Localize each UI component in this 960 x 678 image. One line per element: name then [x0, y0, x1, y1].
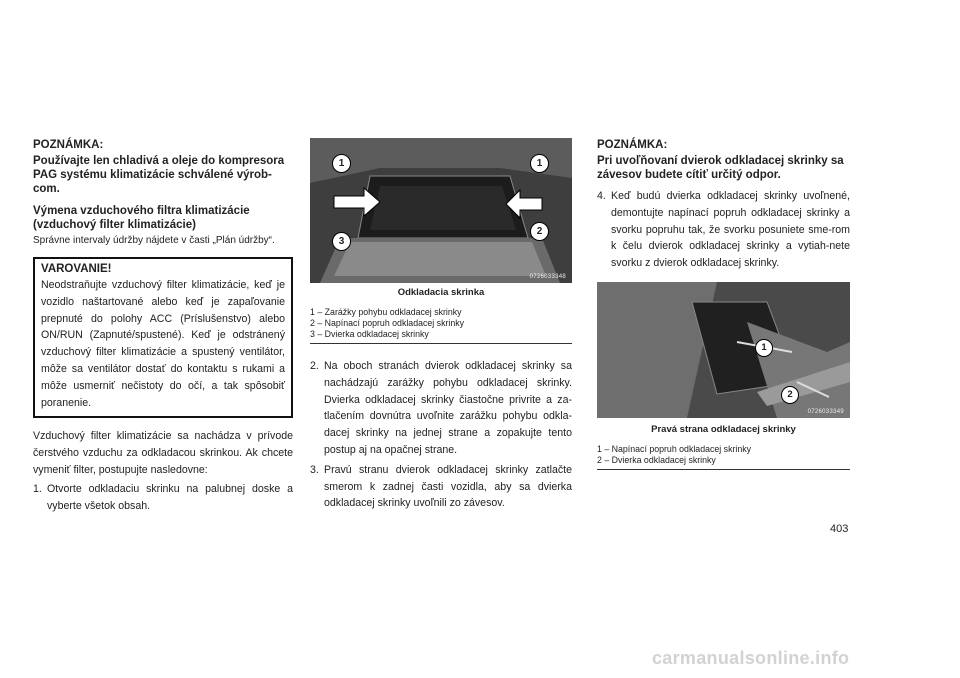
- figure-caption: Odkladacia skrinka: [397, 287, 485, 298]
- step-1-text: Otvorte odkladaciu skrinku na palubnej doske a vyberte všetok obsah.: [47, 482, 293, 512]
- column-middle: [310, 138, 572, 512]
- callout-2: 2: [530, 222, 549, 241]
- figure-legend: [310, 307, 572, 344]
- legend-item: 1 – Napínací popruh odkladacej skrinky: [597, 443, 752, 454]
- section-title: Výmena vzduchového filtra klimatizácie (vzduchový filter klimatizácie): [33, 205, 250, 231]
- callout-1: 1: [755, 339, 773, 357]
- step-2-text: Na oboch stranách dvierok odkladacej skrinky sa nachádzajú zarážky pohybu odkladacej skrinky. Dvierka odkladacej skrinky čiastočne privrite a za-tlačením dovnútra uvoľnite zarážku pohybu odkla-dacej skrinky na jednej strane a zopakujte tento postup aj na opačnej strane.: [324, 360, 572, 456]
- figure-right-side: [597, 282, 850, 418]
- note-body: Pri uvoľňovaní dvierok odkladacej skrinky sa závesov budete cítiť určitý odpor.: [597, 155, 844, 181]
- step-3-text: Pravú stranu dvierok odkladacej skrinky zatlačte smerom k zadnej časti vozidla, aby sa dvierka odkladacej skrinky uvoľnili zo závesov.: [324, 463, 572, 510]
- callout-1-right: 1: [530, 154, 549, 173]
- step-1-number: 1.: [33, 482, 42, 495]
- legend-item: 2 – Napínací popruh odkladacej skrinky: [310, 318, 465, 328]
- step-2-number: 2.: [310, 360, 319, 372]
- note-title: POZNÁMKA:: [33, 139, 104, 151]
- intro-paragraph: Vzduchový filter klimatizácie sa nachádza v prívode čerstvého vzduchu za odkladacou skrinkou. Ak chcete vymeniť filter, postupujte nasledovne:: [33, 430, 293, 476]
- callout-3: 3: [332, 232, 351, 251]
- step-3-number: 3.: [310, 463, 319, 476]
- legend-item: 1 – Zarážky pohybu odkladacej skrinky: [310, 307, 462, 317]
- legend-item: 3 – Dvierka odkladacej skrinky: [310, 329, 429, 339]
- warning-body: Neodstraňujte vzduchový filter klimatizácie, keď je vozidlo naštartované alebo keď je zapaľovanie prepnuté do polohy ACC (Príslušenstvo) alebo ON/RUN (Zapnuté/spustené). Keď je odstránený vzduchový filter klimatizácie a spustený ventilátor, môže sa ventilátor dostať do kontaktu s rukami a môže usmerniť nečistoty do očí, a tak spôsobiť poranenie.: [41, 279, 285, 409]
- page-number: 403: [830, 523, 849, 535]
- figure-code: 0726033348: [529, 274, 566, 280]
- step-2: [310, 358, 572, 459]
- service-interval-text: Správne intervaly údržby nájdete v časti „Plán údržby“.: [33, 235, 275, 246]
- footer-watermark[interactable]: carmanualsonline.info: [652, 648, 850, 668]
- warning-title: VAROVANIE!: [41, 263, 112, 275]
- figure-glove-box: [310, 138, 572, 283]
- column-left: [33, 138, 293, 514]
- figure-legend: [597, 444, 850, 470]
- legend-item: 2 – Dvierka odkladacej skrinky: [597, 454, 716, 465]
- column-right: [597, 138, 850, 470]
- note-title: POZNÁMKA:: [597, 139, 668, 151]
- step-4: [597, 188, 850, 272]
- figure-code: 0726033349: [807, 408, 844, 415]
- step-3: [310, 462, 572, 512]
- step-4-text: Keď budú dvierka odkladacej skrinky uvoľnené, demontujte napínací popruh odkladacej skrinky a svorku popruhu tak, že svorku posuniete sme-rom k čelu dvierok odkladacej skrinky a vytiah-nete svorku z dvierok odkladacej skrinky.: [611, 190, 850, 270]
- callout-2: 2: [781, 386, 799, 404]
- callout-1-left: 1: [332, 154, 351, 173]
- warning-box: [33, 257, 293, 418]
- step-4-number: 4.: [597, 190, 606, 202]
- right-side-illustration: [597, 282, 850, 418]
- note-body: Používajte len chladivá a oleje do kompresora PAG systému klimatizácie schválené výrob-com.: [33, 155, 285, 195]
- figure-caption: Pravá strana odkladacej skrinky: [651, 423, 796, 435]
- step-1: [33, 481, 293, 515]
